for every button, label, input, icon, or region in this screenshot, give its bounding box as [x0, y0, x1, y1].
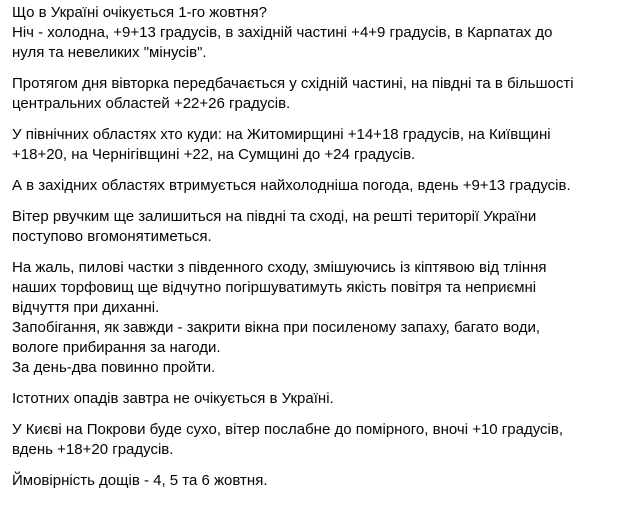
post-line: У північних областях хто куди: на Житомирщині +14+18 градусів, на Київщині: [12, 126, 551, 143]
paragraph-western-regions: [12, 176, 620, 196]
paragraph-wind: [12, 207, 620, 247]
paragraph-northern-regions: [12, 125, 620, 165]
post-line: А в західних областях втримується найхолодніша погода, вдень +9+13 градусів.: [12, 177, 571, 194]
post-line: Що в Україні очікується 1-го жовтня?: [12, 4, 267, 21]
post-line: центральних областей +22+26 градусів.: [12, 95, 291, 112]
post-line: У Києві на Покрови буде сухо, вітер послабне до помірного, вночі +10 градусів,: [12, 421, 564, 438]
post-line: поступово вгомонятиметься.: [12, 228, 212, 245]
paragraph-rain-outlook: [12, 471, 620, 491]
paragraph-precipitation: [12, 389, 620, 409]
paragraph-kyiv-forecast: [12, 420, 620, 460]
post-line: Запобігання, як завжди - закрити вікна при посиленому запаху, багато води,: [12, 319, 541, 336]
post-line: Ймовірність дощів - 4, 5 та 6 жовтня.: [12, 472, 268, 489]
post-line: відчуття при диханні.: [12, 299, 160, 316]
post-line: За день-два повинно пройти.: [12, 359, 216, 376]
paragraph-air-quality: [12, 258, 620, 378]
post-line: Вітер рвучким ще залишиться на півдні та сході, на решті території України: [12, 208, 537, 225]
post-line: +18+20, на Чернігівщині +22, на Сумщині до +24 градусів.: [12, 146, 416, 163]
post-line: На жаль, пилові частки з південного сходу, змішуючись із кіптявою від тління: [12, 259, 547, 276]
post-line: вологе прибирання за нагоди.: [12, 339, 221, 356]
post-line: Ніч - холодна, +9+13 градусів, в західній частині +4+9 градусів, в Карпатах до: [12, 24, 553, 41]
post-line: Протягом дня вівторка передбачається у східній частині, на півдні та в більшості: [12, 75, 574, 92]
post-line: нуля та невеликих "мінусів".: [12, 44, 207, 61]
paragraph-day-forecast: [12, 74, 620, 114]
post-line: вдень +18+20 градусів.: [12, 441, 174, 458]
paragraph-night-forecast: [12, 3, 620, 63]
post-line: наших торфовищ ще відчутно погіршуватимуть якість повітря та неприємні: [12, 279, 537, 296]
post-line: Істотних опадів завтра не очікується в Україні.: [12, 390, 334, 407]
